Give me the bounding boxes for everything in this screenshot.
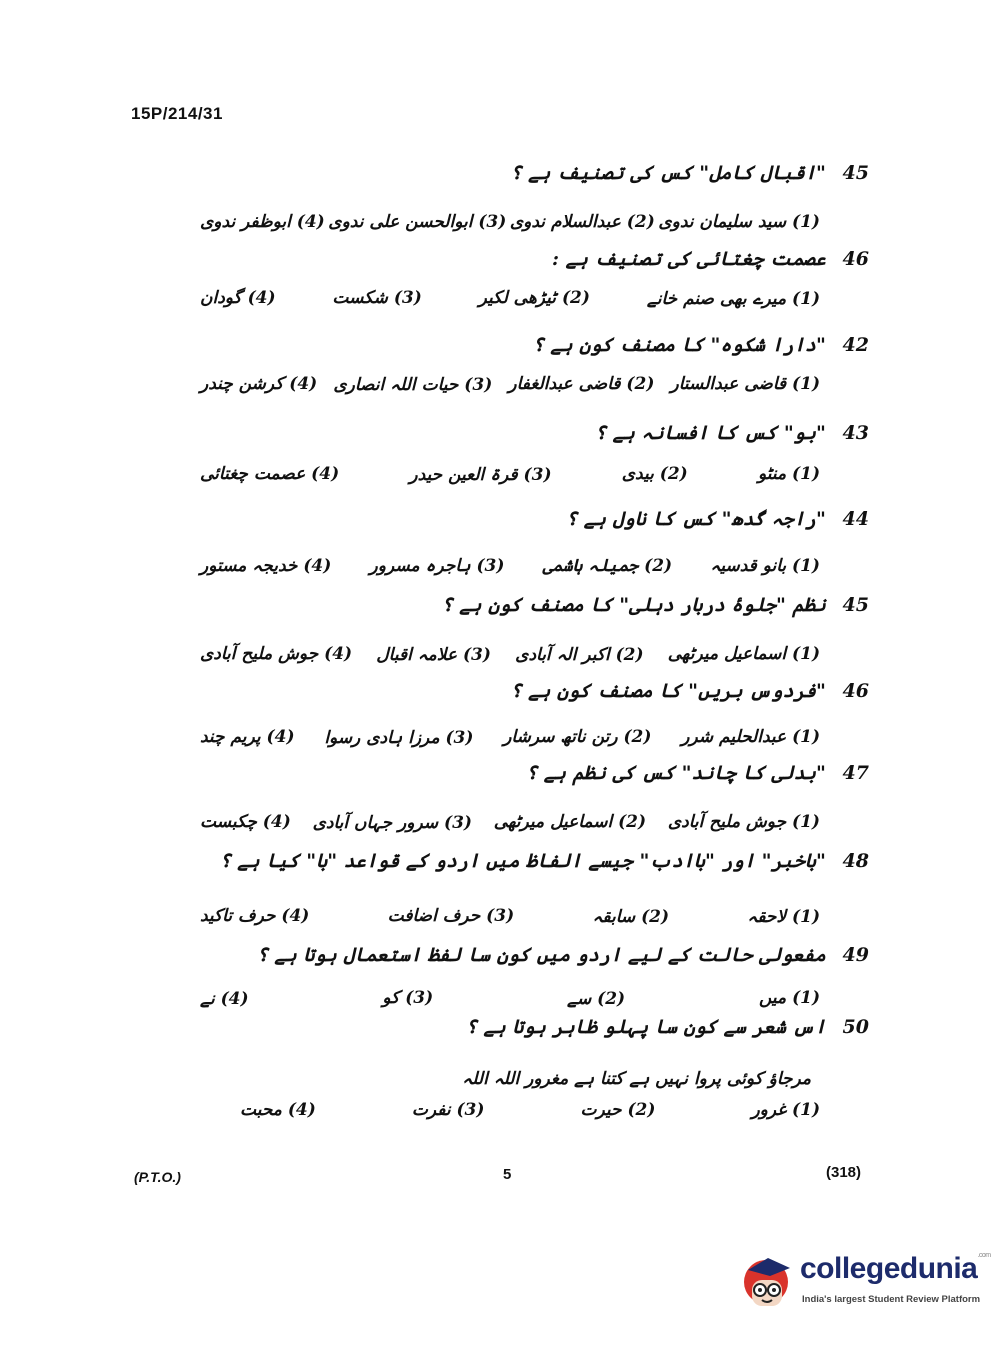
option-1: (1) غرور [751, 1100, 820, 1120]
option-1: (1) قاضی عبدالستار [670, 374, 820, 394]
option-3: (3) شکست [332, 288, 422, 308]
page-number: 5 [503, 1166, 512, 1183]
pto-label: (P.T.O.) [134, 1169, 181, 1185]
option-4: (4) عصمت چغتائی [200, 464, 340, 484]
options-10 [200, 988, 820, 1009]
options-8 [200, 812, 820, 833]
option-4: (4) ابوظفر ندوی [200, 212, 325, 232]
question-text: "فردوس بریں" کا مصنف کون ہے ؟ [510, 680, 826, 702]
option-3: (3) حیات اللہ انصاری [333, 375, 493, 395]
option-3: (3) ہاجرہ مسرور [369, 556, 505, 576]
question-text: اس شعر سے کون سا پہلو ظاہر ہوتا ہے ؟ [465, 1016, 826, 1038]
question-text: "باخبر" اور "باادب" جیسے الفاظ میں اردو کے قواعد "با" کیا ہے ؟ [219, 850, 826, 872]
options-9 [200, 906, 820, 927]
question-number: 44 [842, 508, 869, 530]
brand-tagline: India's largest Student Review Platform [802, 1294, 981, 1305]
options-2 [200, 288, 820, 309]
option-4: (4) چکبست [200, 812, 291, 832]
option-4: (4) گودان [200, 288, 276, 308]
question-11 [466, 1016, 869, 1038]
option-2: (2) ٹیڑھی لکیر [478, 288, 590, 308]
option-4: (4) جوش ملیح آبادی [200, 644, 353, 664]
question-7 [510, 680, 869, 702]
option-4: (4) خدیجہ مستور [200, 556, 332, 576]
option-1: (1) اسماعیل میرٹھی [667, 644, 820, 664]
question-text: "اقبال کامل" کس کی تصنیف ہے ؟ [510, 162, 826, 184]
question-number: 46 [842, 680, 869, 702]
question-6 [441, 594, 869, 616]
option-3: (3) قرۃ العین حیدر [409, 465, 552, 485]
option-1: (1) سید سلیمان ندوی [658, 212, 820, 232]
question-5 [566, 508, 869, 530]
brand-name: collegedunia$^{.com}$ [800, 1252, 991, 1285]
question-number: 45 [842, 162, 869, 184]
question-text: "بو" کس کا افسانہ ہے ؟ [594, 422, 826, 444]
mascot-icon [738, 1252, 798, 1314]
option-2: (2) عبدالسلام ندوی [509, 212, 655, 232]
option-2: (2) بیدی [621, 464, 688, 484]
options-1 [200, 212, 820, 232]
option-2: (2) قاضی عبدالغفار [508, 374, 655, 394]
option-3: (3) حرف اضافت [387, 906, 515, 926]
question-number: 42 [842, 334, 869, 356]
question-4 [595, 422, 869, 444]
option-3: (3) نفرت [411, 1100, 485, 1120]
question-text: نظم "جلوۂ دربار دہلی" کا مصنف کون ہے ؟ [441, 594, 826, 616]
option-2: (2) جمیلہ ہاشمی [542, 556, 673, 576]
question-9 [220, 850, 869, 872]
question-number: 48 [842, 850, 869, 872]
option-3: (3) کو [382, 988, 434, 1008]
question-3 [533, 334, 869, 356]
options-7 [200, 727, 820, 748]
option-2: (2) اکبر الہ آبادی [515, 645, 644, 665]
question-text: "بدلی کا چاند" کس کی نظم ہے ؟ [526, 762, 826, 784]
option-4: (4) پریم چند [200, 727, 295, 747]
question-text: مفعولی حالت کے لیے اردو میں کون سا لفظ استعمال ہوتا ہے ؟ [256, 944, 826, 966]
question-number: 43 [842, 422, 869, 444]
option-3: (3) مرزا ہادی رسوا [324, 728, 474, 748]
question-text: عصمت چغتائی کی تصنیف ہے : [552, 248, 826, 270]
question-number: 45 [842, 594, 869, 616]
option-3: (3) سرور جہاں آبادی [312, 813, 472, 833]
options-11 [240, 1100, 820, 1120]
option-2: (2) رتن ناتھ سرشار [503, 727, 652, 747]
question-10 [257, 944, 869, 966]
question-number: 47 [842, 762, 869, 784]
question-text: "راجہ گدھ" کس کا ناول ہے ؟ [566, 508, 826, 530]
options-6 [200, 644, 820, 665]
option-1: (1) میں [758, 988, 820, 1008]
option-4: (4) محبت [240, 1100, 316, 1120]
question-text: "دارا شکوہ" کا مصنف کون ہے ؟ [532, 334, 826, 356]
option-1: (1) بانو قدسیہ [710, 556, 820, 576]
option-4: (4) نے [200, 989, 249, 1009]
option-1: (1) عبدالحلیم شرر [681, 727, 820, 747]
option-4: (4) کرشن چندر [200, 374, 318, 394]
option-2: (2) اسماعیل میرٹھی [493, 812, 647, 832]
paper-code: 15P/214/31 [131, 104, 223, 123]
option-1: (1) جوش ملیح آبادی [667, 812, 820, 832]
option-4: (4) حرف تاکید [200, 906, 310, 926]
collegedunia-logo [738, 1248, 991, 1318]
option-1: (1) میرے بھی صنم خانے [646, 289, 820, 309]
option-2: (2) سے [567, 989, 626, 1009]
options-5 [200, 555, 820, 576]
couplet: مرجاؤ کوئی پروا نہیں ہے کتنا ہے مغرور اللہ اللہ [462, 1069, 811, 1089]
question-number: 49 [842, 944, 869, 966]
option-2: (2) حیرت [580, 1100, 656, 1120]
option-2: (2) سابقہ [592, 907, 670, 927]
options-3 [200, 374, 820, 395]
option-1: (1) منٹو [757, 464, 820, 484]
option-3: (3) ابوالحسن علی ندوی [328, 212, 507, 232]
question-number: 46 [842, 248, 869, 270]
option-1: (1) لاحقہ [747, 907, 820, 927]
question-8 [526, 762, 869, 784]
question-2 [552, 248, 869, 270]
question-1 [510, 162, 869, 184]
paper-serial: (318) [826, 1164, 862, 1181]
question-number: 50 [842, 1016, 869, 1038]
option-3: (3) علامہ اقبال [376, 645, 491, 665]
options-4 [200, 464, 820, 485]
